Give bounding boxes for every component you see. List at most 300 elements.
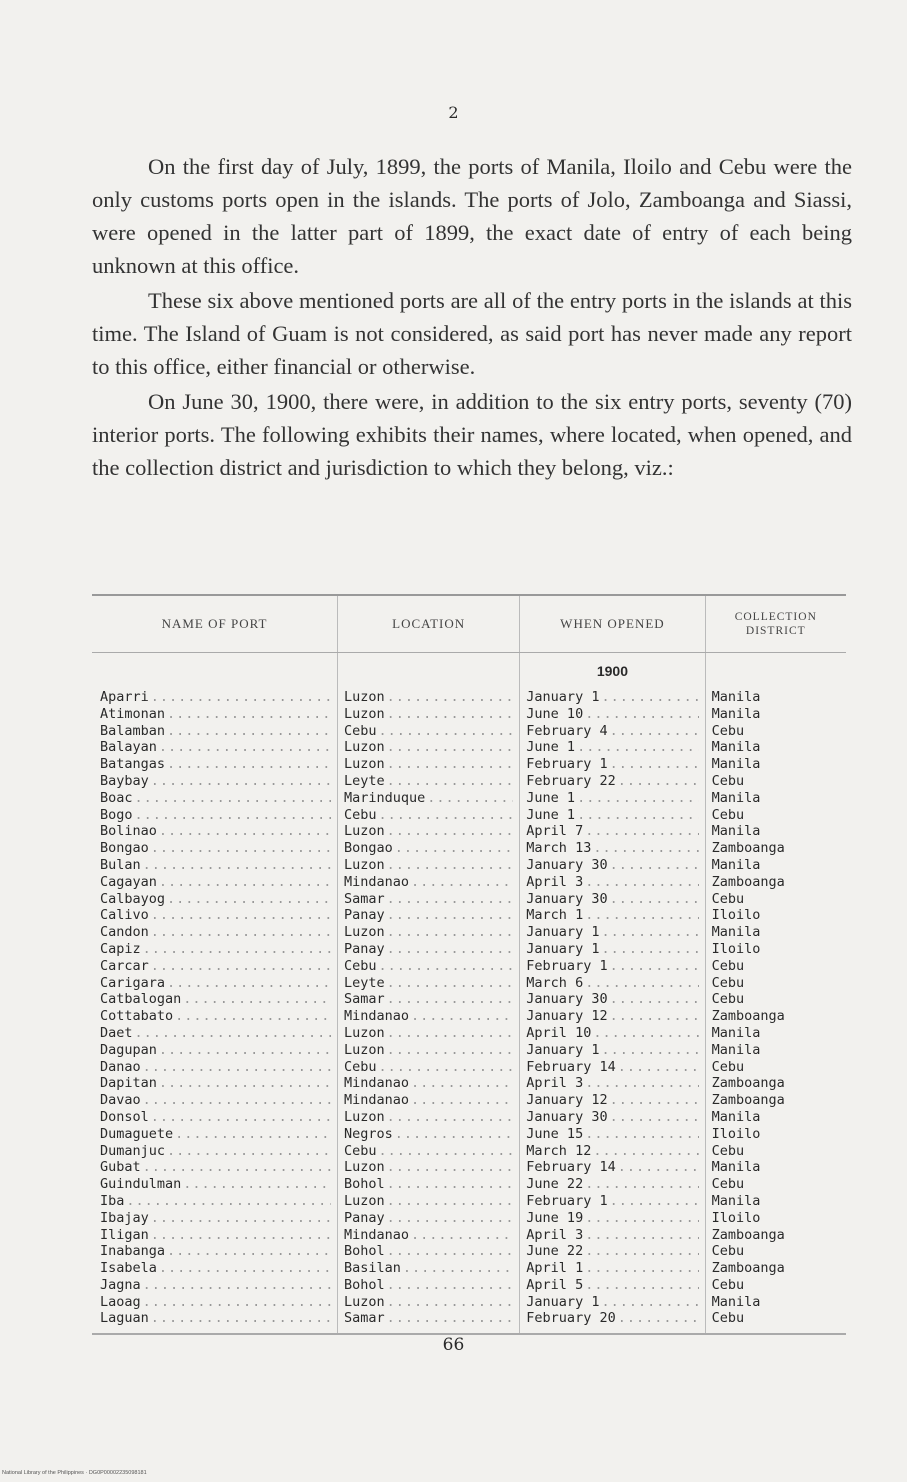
table-cell-name [100,706,331,723]
leader-dots [411,874,513,891]
cell-text: June 10 [526,705,584,722]
table-cell-opened [526,739,698,756]
table-cell-name [100,1042,331,1059]
table-cell-location [344,1310,513,1327]
leader-dots [577,739,698,756]
leader-dots [787,1008,842,1025]
leader-dots [601,689,698,706]
cell-text: April 1 [526,1260,584,1277]
cell-text: Luzon [344,689,385,705]
cell-text: Manila [711,756,761,773]
cell-text: January 1 [526,1293,600,1310]
leader-dots [151,958,331,975]
cell-text: Leyte [344,974,385,991]
leader-dots [746,773,842,790]
cell-text: Iloilo [711,1125,761,1142]
leader-dots [585,874,698,891]
table-cell-opened [526,1193,698,1210]
table-cell-district [712,723,842,740]
leader-dots [159,1075,331,1092]
cell-text: Guindulman [100,1176,182,1193]
cell-text: Dumanjuc [100,1142,166,1159]
table-cell-district [712,840,842,857]
table-cell-name [100,790,331,807]
cell-text: Zamboanga [711,1092,785,1109]
table-cell-location [344,1260,513,1277]
table-cell-name [100,857,331,874]
table-cell-location [344,975,513,992]
leader-dots [135,807,332,824]
cell-text: January 30 [526,856,608,873]
cell-text: Cebu [711,991,745,1008]
table-cell-opened [526,840,698,857]
leader-dots [762,756,842,773]
cell-text: Luzon [344,924,385,941]
leader-dots [379,1143,514,1160]
cell-text: March 6 [526,974,584,991]
cell-text: Cagayan [100,873,157,890]
leader-dots [387,1294,514,1311]
table-cell-opened [526,689,698,706]
table-cell-district [712,1227,842,1244]
table-cell-opened [526,1126,698,1143]
table-cell-name [100,756,331,773]
table-cell-opened [526,1243,698,1260]
leader-dots [379,1059,514,1076]
cell-text: April 3 [526,1226,584,1243]
table-cell-location [344,1277,513,1294]
cell-text: Samar [344,1310,385,1327]
table-cell-district [712,756,842,773]
table-cell-opened [526,1092,698,1109]
cell-text: Cebu [711,806,745,823]
table-cell-district [712,790,842,807]
cell-text: April 10 [526,1024,592,1041]
cell-text: Marinduque [344,789,426,806]
cell-text: Cebu [711,1176,745,1193]
leader-dots [577,807,698,824]
header-collection-district: COLLECTION DISTRICT [734,611,817,637]
table-cell-name [100,723,331,740]
cell-text: March 12 [526,1142,592,1159]
cell-text: Zamboanga [711,873,785,890]
leader-dots [585,907,698,924]
cell-text: January 1 [526,924,600,941]
leader-dots [427,790,513,807]
table-cell-location [344,991,513,1008]
table-cell-name [100,840,331,857]
table-cell-name [100,1310,331,1327]
cell-text: Cottabato [100,1008,174,1025]
table-cell-location [344,1092,513,1109]
cell-text: June 1 [526,806,576,823]
leader-dots [746,1176,842,1193]
table-cell-location [344,1159,513,1176]
leader-dots [387,689,514,706]
table-cell-location [344,1059,513,1076]
cell-text: June 19 [526,1209,584,1226]
cell-text: January 30 [526,890,608,907]
cell-text: Luzon [344,739,385,756]
table-cell-opened [526,1227,698,1244]
table-cell-district [712,1159,842,1176]
cell-text: Manila [711,856,761,873]
table-cell-name [100,773,331,790]
cell-text: Cebu [711,1276,745,1293]
leader-dots [159,1260,331,1277]
cell-text: Catbalogan [100,991,182,1008]
table-cell-name [100,891,331,908]
table-cell-location [344,1109,513,1126]
column-name-of-port [92,653,338,1333]
leader-dots [159,874,331,891]
cell-text: Panay [344,940,385,957]
leader-dots [387,823,514,840]
table-cell-opened [526,1059,698,1076]
cell-text: Iloilo [711,907,761,924]
cell-text: Cebu [344,957,377,974]
ports-table [92,594,846,1335]
leader-dots [411,1227,513,1244]
leader-dots [126,1193,331,1210]
cell-text: Luzon [344,1041,385,1058]
cell-text: Inabanga [100,1243,166,1260]
header-when-opened: WHEN OPENED [520,596,705,652]
cell-text: Bolinao [100,823,157,840]
table-cell-opened [526,941,698,958]
leader-dots [746,1277,842,1294]
table-cell-name [100,1025,331,1042]
table-cell-location [344,1176,513,1193]
leader-dots [175,1126,331,1143]
leader-dots [746,891,842,908]
cell-text: Manila [711,823,761,840]
cell-text: Balayan [100,739,157,756]
table-body [92,653,846,1333]
cell-text: Luzon [344,856,385,873]
leader-dots [746,975,842,992]
cell-text: February 20 [526,1310,616,1327]
table-cell-opened [526,1109,698,1126]
cell-text: Ibajay [100,1209,149,1226]
table-cell-name [100,924,331,941]
leader-dots [151,907,331,924]
cell-text: Luzon [344,1159,385,1176]
leader-dots [167,891,331,908]
leader-dots [143,1092,331,1109]
table-cell-district [712,773,842,790]
leader-dots [151,773,331,790]
leader-dots [387,773,514,790]
table-cell-name [100,1059,331,1076]
table-cell-district [712,891,842,908]
leader-dots [151,924,331,941]
table-cell-district [712,807,842,824]
cell-text: Capiz [100,940,141,957]
cell-text: Manila [711,1108,761,1125]
leader-dots [387,1243,514,1260]
leader-dots [387,1025,514,1042]
cell-text: Basilan [344,1260,401,1277]
cell-text: Mindanao [344,1008,410,1025]
cell-text: Carigara [100,974,166,991]
cell-text: Manila [711,739,761,756]
cell-text: Cebu [344,722,377,739]
cell-text: Iligan [100,1226,149,1243]
leader-dots [151,1310,331,1327]
table-cell-name [100,1143,331,1160]
leader-dots [167,756,331,773]
table-cell-location [344,706,513,723]
leader-dots [143,857,331,874]
header-location: LOCATION [338,596,520,652]
cell-text: June 15 [526,1125,584,1142]
cell-text: Manila [711,1159,761,1176]
cell-text: Laoag [100,1293,141,1310]
cell-text: February 14 [526,1159,616,1176]
table-cell-name [100,975,331,992]
table-cell-name [100,1176,331,1193]
cell-text: Bogo [100,806,133,823]
column-location [338,653,520,1333]
leader-dots [143,1059,331,1076]
leader-dots [746,723,842,740]
cell-text: April 7 [526,823,584,840]
leader-dots [411,1008,513,1025]
leader-dots [618,1310,699,1327]
table-cell-location [344,874,513,891]
cell-text: Cebu [344,1058,377,1075]
cell-text: Cebu [344,806,377,823]
table-cell-opened [526,907,698,924]
table-cell-opened [526,1042,698,1059]
cell-text: Laguan [100,1310,149,1327]
leader-dots [387,1042,514,1059]
table-cell-district [712,823,842,840]
cell-text: Manila [711,924,761,941]
table-cell-district [712,857,842,874]
table-cell-opened [526,1008,698,1025]
leader-dots [762,941,842,958]
cell-text: Boac [100,789,133,806]
leader-dots [746,1059,842,1076]
leader-dots [387,706,514,723]
table-cell-district [712,1243,842,1260]
table-cell-opened [526,891,698,908]
table-cell-district [712,1193,842,1210]
table-cell-name [100,874,331,891]
cell-text: Calbayog [100,890,166,907]
table-cell-location [344,756,513,773]
cell-text: Zamboanga [711,1075,785,1092]
cell-text: Samar [344,991,385,1008]
table-cell-location [344,1210,513,1227]
cell-text: Baybay [100,772,149,789]
leader-dots [159,823,331,840]
leader-dots [762,1294,842,1311]
table-cell-opened [526,1260,698,1277]
table-cell-name [100,958,331,975]
table-cell-name [100,1210,331,1227]
footer-note: National Library of the Philippines · DG0P00002235098181 [2,1470,147,1476]
table-cell-location [344,907,513,924]
table-header [92,596,846,653]
table-cell-location [344,958,513,975]
cell-text: Cebu [711,1058,745,1075]
leader-dots [787,1075,842,1092]
leader-dots [746,807,842,824]
table-cell-name [100,1109,331,1126]
cell-text: March 1 [526,907,584,924]
cell-text: Bohol [344,1243,385,1260]
cell-text: April 3 [526,1075,584,1092]
table-cell-location [344,723,513,740]
cell-text: Manila [711,789,761,806]
cell-text: Luzon [344,756,385,773]
cell-text: February 1 [526,756,608,773]
leader-dots [585,823,698,840]
cell-text: Iba [100,1192,125,1209]
cell-text: Calivo [100,907,149,924]
table-cell-name [100,1227,331,1244]
cell-text: Atimonan [100,705,166,722]
table-cell-district [712,1277,842,1294]
cell-text: Davao [100,1092,141,1109]
cell-text: Cebu [344,1142,377,1159]
cell-text: Jagna [100,1276,141,1293]
table-cell-name [100,1243,331,1260]
cell-text: Candon [100,924,149,941]
table-cell-opened [526,807,698,824]
cell-text: Luzon [344,705,385,722]
leader-dots [151,1109,331,1126]
leader-dots [601,941,698,958]
table-cell-district [712,1042,842,1059]
table-cell-opened [526,706,698,723]
cell-text: Mindanao [344,873,410,890]
table-cell-opened [526,823,698,840]
table-cell-location [344,1294,513,1311]
paragraph-2: These six above mentioned ports are all of the entry ports in the islands at this time. The Island of Guam is not considered, as said port has never made any report to this office, either financial or otherwise. [92,288,852,379]
cell-text: Manila [711,1024,761,1041]
leader-dots [585,706,698,723]
cell-text: Cebu [711,890,745,907]
table-cell-district [712,1143,842,1160]
cell-text: January 1 [526,940,600,957]
table-cell-name [100,991,331,1008]
leader-dots [762,1193,842,1210]
leader-dots [762,1159,842,1176]
table-cell-district [712,1310,842,1327]
leader-dots [387,941,514,958]
table-cell-district [712,1025,842,1042]
table-cell-opened [526,1025,698,1042]
column-collection-district [706,653,846,1333]
leader-dots [151,1210,331,1227]
table-cell-name [100,739,331,756]
table-cell-location [344,1143,513,1160]
leader-dots [159,1042,331,1059]
leader-dots [593,1025,698,1042]
leader-dots [585,1075,698,1092]
leader-dots [183,991,331,1008]
table-cell-name [100,1092,331,1109]
leader-dots [387,991,514,1008]
cell-text: February 1 [526,1192,608,1209]
table-cell-district [712,1294,842,1311]
cell-text: Carcar [100,957,149,974]
table-cell-opened [526,1075,698,1092]
leader-dots [762,1210,842,1227]
cell-text: Cebu [711,974,745,991]
leader-dots [610,756,699,773]
table-cell-name [100,1294,331,1311]
leader-dots [167,706,331,723]
leader-dots [787,840,842,857]
table-cell-name [100,1159,331,1176]
leader-dots [762,739,842,756]
leader-dots [593,1143,698,1160]
table-cell-location [344,773,513,790]
table-cell-opened [526,975,698,992]
table-cell-district [712,941,842,958]
leader-dots [762,907,842,924]
table-cell-opened [526,924,698,941]
cell-text: June 1 [526,789,576,806]
cell-text: January 12 [526,1008,608,1025]
leader-dots [762,1042,842,1059]
leader-dots [403,1260,513,1277]
leader-dots [601,1042,698,1059]
leader-dots [762,1126,842,1143]
table-cell-location [344,1025,513,1042]
leader-dots [577,790,698,807]
cell-text: April 3 [526,873,584,890]
table-cell-name [100,907,331,924]
cell-text: Balamban [100,722,166,739]
cell-text: Bongao [344,840,393,857]
leader-dots [387,1210,514,1227]
table-cell-opened [526,1159,698,1176]
table-cell-district [712,1008,842,1025]
leader-dots [387,1277,514,1294]
table-cell-name [100,807,331,824]
cell-text: Iloilo [711,940,761,957]
leader-dots [135,1025,332,1042]
leader-dots [167,1243,331,1260]
cell-text: Luzon [344,1192,385,1209]
table-cell-location [344,924,513,941]
cell-text: Cebu [711,1142,745,1159]
table-cell-location [344,823,513,840]
cell-text: Luzon [344,823,385,840]
leader-dots [746,958,842,975]
cell-text: Negros [344,1125,393,1142]
cell-text: June 22 [526,1243,584,1260]
leader-dots [746,991,842,1008]
cell-text: Leyte [344,772,385,789]
table-cell-district [712,958,842,975]
leader-dots [787,874,842,891]
header-name-of-port: NAME OF PORT [92,596,338,652]
table-cell-opened [526,790,698,807]
cell-text: Panay [344,1209,385,1226]
table-cell-location [344,891,513,908]
body-text [92,150,852,486]
table-cell-district [712,874,842,891]
leader-dots [387,1159,514,1176]
leader-dots [762,1025,842,1042]
